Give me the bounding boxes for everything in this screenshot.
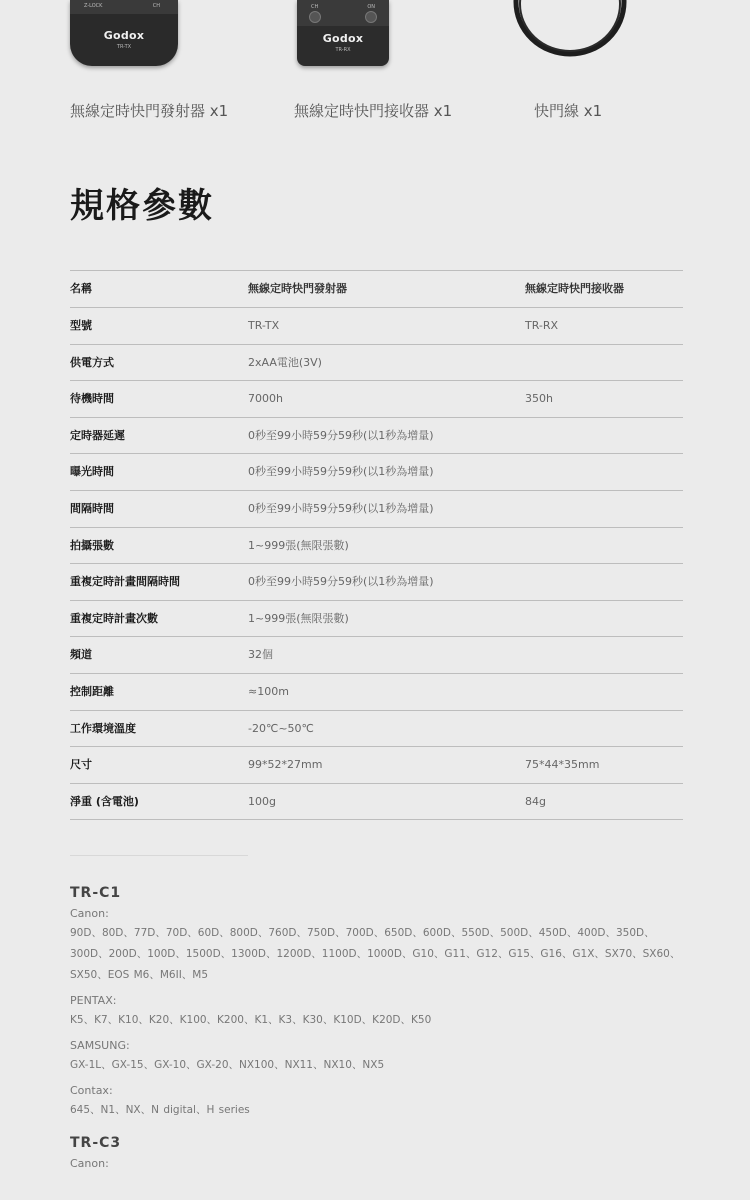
receiver-knob-right	[365, 11, 377, 23]
spec-tx-value: 7000h	[248, 392, 283, 406]
receiver-top-panel	[297, 0, 389, 26]
spec-name: 定時器延遲	[70, 428, 125, 442]
spec-row	[70, 711, 683, 748]
spec-tx-value: 0秒至99小時59分59秒(以1秒為增量)	[248, 501, 434, 515]
section-divider	[70, 855, 248, 856]
receiver-on-label: ON	[367, 4, 375, 10]
spec-row	[70, 637, 683, 674]
spec-name: 型號	[70, 319, 92, 332]
compat-brand-name: Contax:	[70, 1084, 113, 1097]
receiver-brand: Godox	[322, 32, 364, 45]
spec-name: 待機時間	[70, 392, 114, 406]
transmitter-brand: Godox	[103, 29, 145, 42]
spec-name: 曝光時間	[70, 465, 114, 479]
spec-row	[70, 308, 683, 345]
receiver-image	[297, 0, 389, 66]
compat-brand-name: Canon:	[70, 907, 109, 920]
compat-model-list: K5、K7、K10、K20、K100、K200、K1、K3、K30、K10D、K20D、K50	[70, 1014, 432, 1026]
compat-group-title: TR-C1	[70, 885, 122, 901]
transmitter-label: 無線定時快門發射器 x1	[70, 102, 229, 120]
spec-row	[70, 491, 683, 528]
compat-group-tr-c3	[70, 1135, 685, 1170]
spec-tx-value: 0秒至99小時59分59秒(以1秒為增量)	[248, 465, 434, 479]
spec-row	[70, 454, 683, 491]
spec-row	[70, 418, 683, 455]
transmitter-top-panel	[70, 0, 178, 14]
spec-name: 重複定時計畫次數	[70, 611, 158, 625]
spec-rx-value: TR-RX	[525, 319, 559, 332]
spec-name: 拍攝張數	[70, 538, 114, 552]
transmitter-model: TR-TX	[116, 44, 132, 50]
spec-row	[70, 564, 683, 601]
spec-tx-value: 32個	[248, 648, 273, 662]
compat-group-title: TR-C3	[70, 1135, 122, 1151]
spec-row	[70, 528, 683, 565]
spec-tx-value: 2xAA電池(3V)	[248, 355, 322, 369]
compat-brand-name: Canon:	[70, 1157, 109, 1170]
spec-name: 尺寸	[70, 758, 92, 772]
spec-tx-value: 1~999張(無限張數)	[248, 538, 349, 552]
receiver-label: 無線定時快門接收器 x1	[294, 102, 453, 120]
spec-row	[70, 345, 683, 382]
compat-model-list: GX-1L、GX-15、GX-10、GX-20、NX100、NX11、NX10、NX5	[70, 1059, 385, 1071]
spec-tx-value: 0秒至99小時59分59秒(以1秒為增量)	[248, 428, 434, 442]
spec-row	[70, 381, 683, 418]
spec-rx-value: 75*44*35mm	[525, 758, 600, 772]
receiver-ch-label: CH	[311, 4, 319, 10]
cable-label: 快門線 x1	[534, 102, 603, 120]
spec-name: 供電方式	[70, 355, 114, 369]
spec-table-header	[70, 271, 683, 308]
receiver-knob-left	[309, 11, 321, 23]
spec-table	[70, 270, 683, 820]
spec-tx-value: ≈100m	[248, 684, 289, 698]
spec-tx-value: 0秒至99小時59分59秒(以1秒為增量)	[248, 575, 434, 589]
spec-tx-value: 1~999張(無限張數)	[248, 611, 349, 625]
spec-row	[70, 601, 683, 638]
spec-name: 重複定時計畫間隔時間	[70, 575, 180, 589]
header-name: 名稱	[70, 282, 92, 295]
compat-model-list: 90D、80D、77D、70D、60D、800D、760D、750D、700D、650D、600D、550D、500D、450D、400D、350D、300D、200D、100D、1500D、1300D、1200D、1100D、1000D、G10、G11、G12、G15、G16、G1X、SX70、SX60、SX50、EOS M6、M6II、M5	[70, 927, 681, 981]
spec-tx-value: -20℃~50℃	[248, 721, 314, 735]
compat-brand-name: PENTAX:	[70, 994, 117, 1007]
spec-name: 淨重 (含電池)	[70, 794, 139, 808]
spec-name: 間隔時間	[70, 501, 114, 515]
header-tx: 無線定時快門發射器	[248, 282, 347, 295]
spec-tx-value: 100g	[248, 794, 276, 808]
shutter-cable-image	[505, 0, 635, 60]
spec-row	[70, 784, 683, 821]
receiver-model: TR-RX	[335, 47, 351, 53]
transmitter-image	[70, 0, 178, 66]
spec-title: 規格參數	[70, 186, 214, 226]
header-rx: 無線定時快門接收器	[525, 282, 624, 295]
spec-rx-value: 84g	[525, 794, 546, 808]
spec-row	[70, 747, 683, 784]
compat-group-tr-c1	[70, 885, 685, 1121]
transmitter-ch-label: CH	[152, 3, 160, 9]
spec-name: 控制距離	[70, 684, 114, 698]
compat-brand-name: SAMSUNG:	[70, 1039, 130, 1052]
compat-model-list: 645、N1、NX、N digital、H series	[70, 1104, 250, 1116]
transmitter-zlock-label: Z-LOCK	[84, 3, 103, 9]
spec-row	[70, 674, 683, 711]
spec-tx-value: 99*52*27mm	[248, 758, 323, 772]
spec-tx-value: TR-TX	[248, 319, 280, 332]
spec-rx-value: 350h	[525, 392, 553, 406]
spec-name: 頻道	[70, 648, 92, 662]
spec-name: 工作環境溫度	[70, 721, 136, 735]
compatibility-section	[70, 885, 685, 1173]
